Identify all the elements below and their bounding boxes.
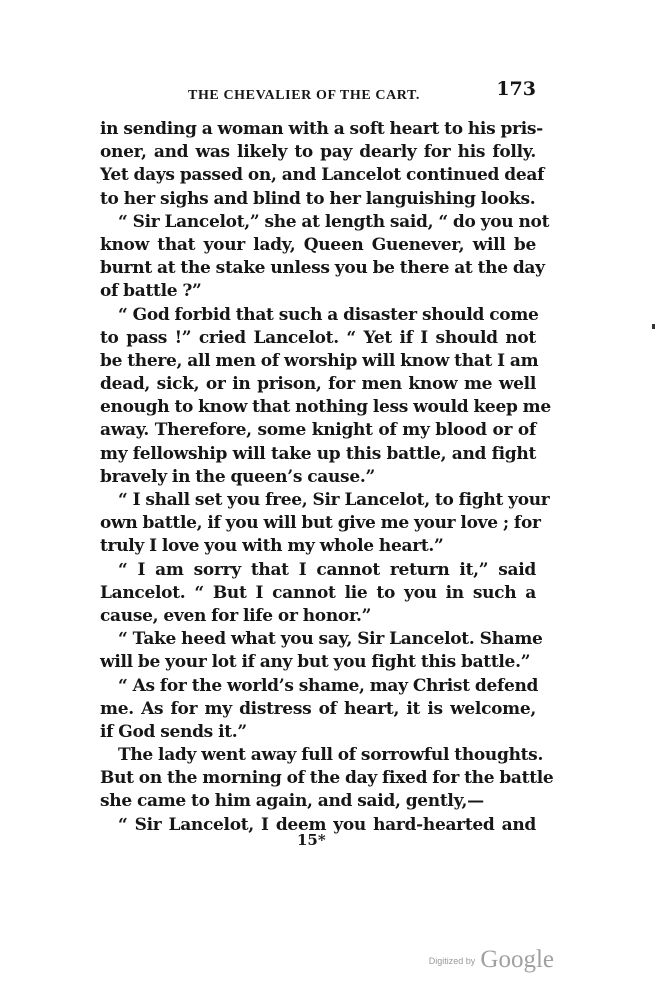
- text-line: “ I am sorry that I cannot return it,” said: [118, 559, 536, 580]
- text-line: will be your lot if any but you fight this battle.”: [100, 652, 531, 673]
- text-line: dead, sick, or in prison, for men know me well: [100, 374, 536, 395]
- text-line: truly I love you with my whole heart.”: [100, 536, 444, 557]
- text-line: oner, and was likely to pay dearly for his folly.: [100, 142, 536, 163]
- text-line: The lady went away full of sorrowful thoughts.: [118, 745, 544, 766]
- text-line: “ Sir Lancelot,” she at length said, “ do you not: [118, 211, 550, 232]
- text-line: know that your lady, Queen Guenever, will be: [100, 234, 536, 255]
- running-head: THE CHEVALIER OF THE CART.: [188, 88, 421, 103]
- text-line: Yet days passed on, and Lancelot continued deaf: [100, 165, 545, 186]
- text-line: “ Take heed what you say, Sir Lancelot. Shame: [118, 629, 543, 650]
- digitized-watermark: [429, 946, 554, 974]
- text-line: away. Therefore, some knight of my blood or of: [100, 420, 536, 441]
- text-line: But on the morning of the day fixed for the battle: [100, 768, 554, 789]
- text-line: burnt at the stake unless you be there at the day: [100, 258, 545, 279]
- text-line: “ As for the world’s shame, may Christ defend: [118, 675, 539, 696]
- google-logo: Google: [480, 946, 554, 973]
- text-line: of battle ?”: [100, 281, 202, 302]
- signature-mark: 15*: [297, 831, 326, 849]
- text-line: to pass !” cried Lancelot. “ Yet if I should not: [100, 327, 536, 348]
- text-line: in sending a woman with a soft heart to his pris-: [100, 119, 543, 139]
- text-line: “ I shall set you free, Sir Lancelot, to fight your: [118, 490, 550, 510]
- text-line: enough to know that nothing less would keep me: [100, 397, 551, 418]
- running-header: [100, 74, 536, 110]
- watermark-prefix: Digitized by: [428, 956, 476, 966]
- text-line: own battle, if you will but give me your love ; for: [100, 513, 541, 534]
- text-line: to her sighs and blind to her languishing looks.: [100, 188, 536, 209]
- text-line: my fellowship will take up this battle, and fight: [100, 443, 536, 464]
- text-line: if God sends it.”: [100, 721, 247, 742]
- text-line: “ God forbid that such a disaster should come: [118, 304, 539, 325]
- page-number: 173: [496, 78, 536, 100]
- text-line: bravely in the queen’s cause.”: [100, 466, 375, 487]
- body-text: [100, 118, 554, 837]
- text-line: she came to him again, and said, gently,—: [100, 791, 484, 812]
- text-line: Lancelot. “ But I cannot lie to you in such a: [100, 582, 536, 603]
- text-line: cause, even for life or honor.”: [100, 605, 372, 626]
- text-line: “ Sir Lancelot, I deem you hard-hearted and: [118, 814, 536, 835]
- text-line: be there, all men of worship will know that I am: [100, 350, 539, 371]
- text-line: me. As for my distress of heart, it is welcome,: [100, 698, 536, 719]
- margin-speck: [652, 324, 655, 329]
